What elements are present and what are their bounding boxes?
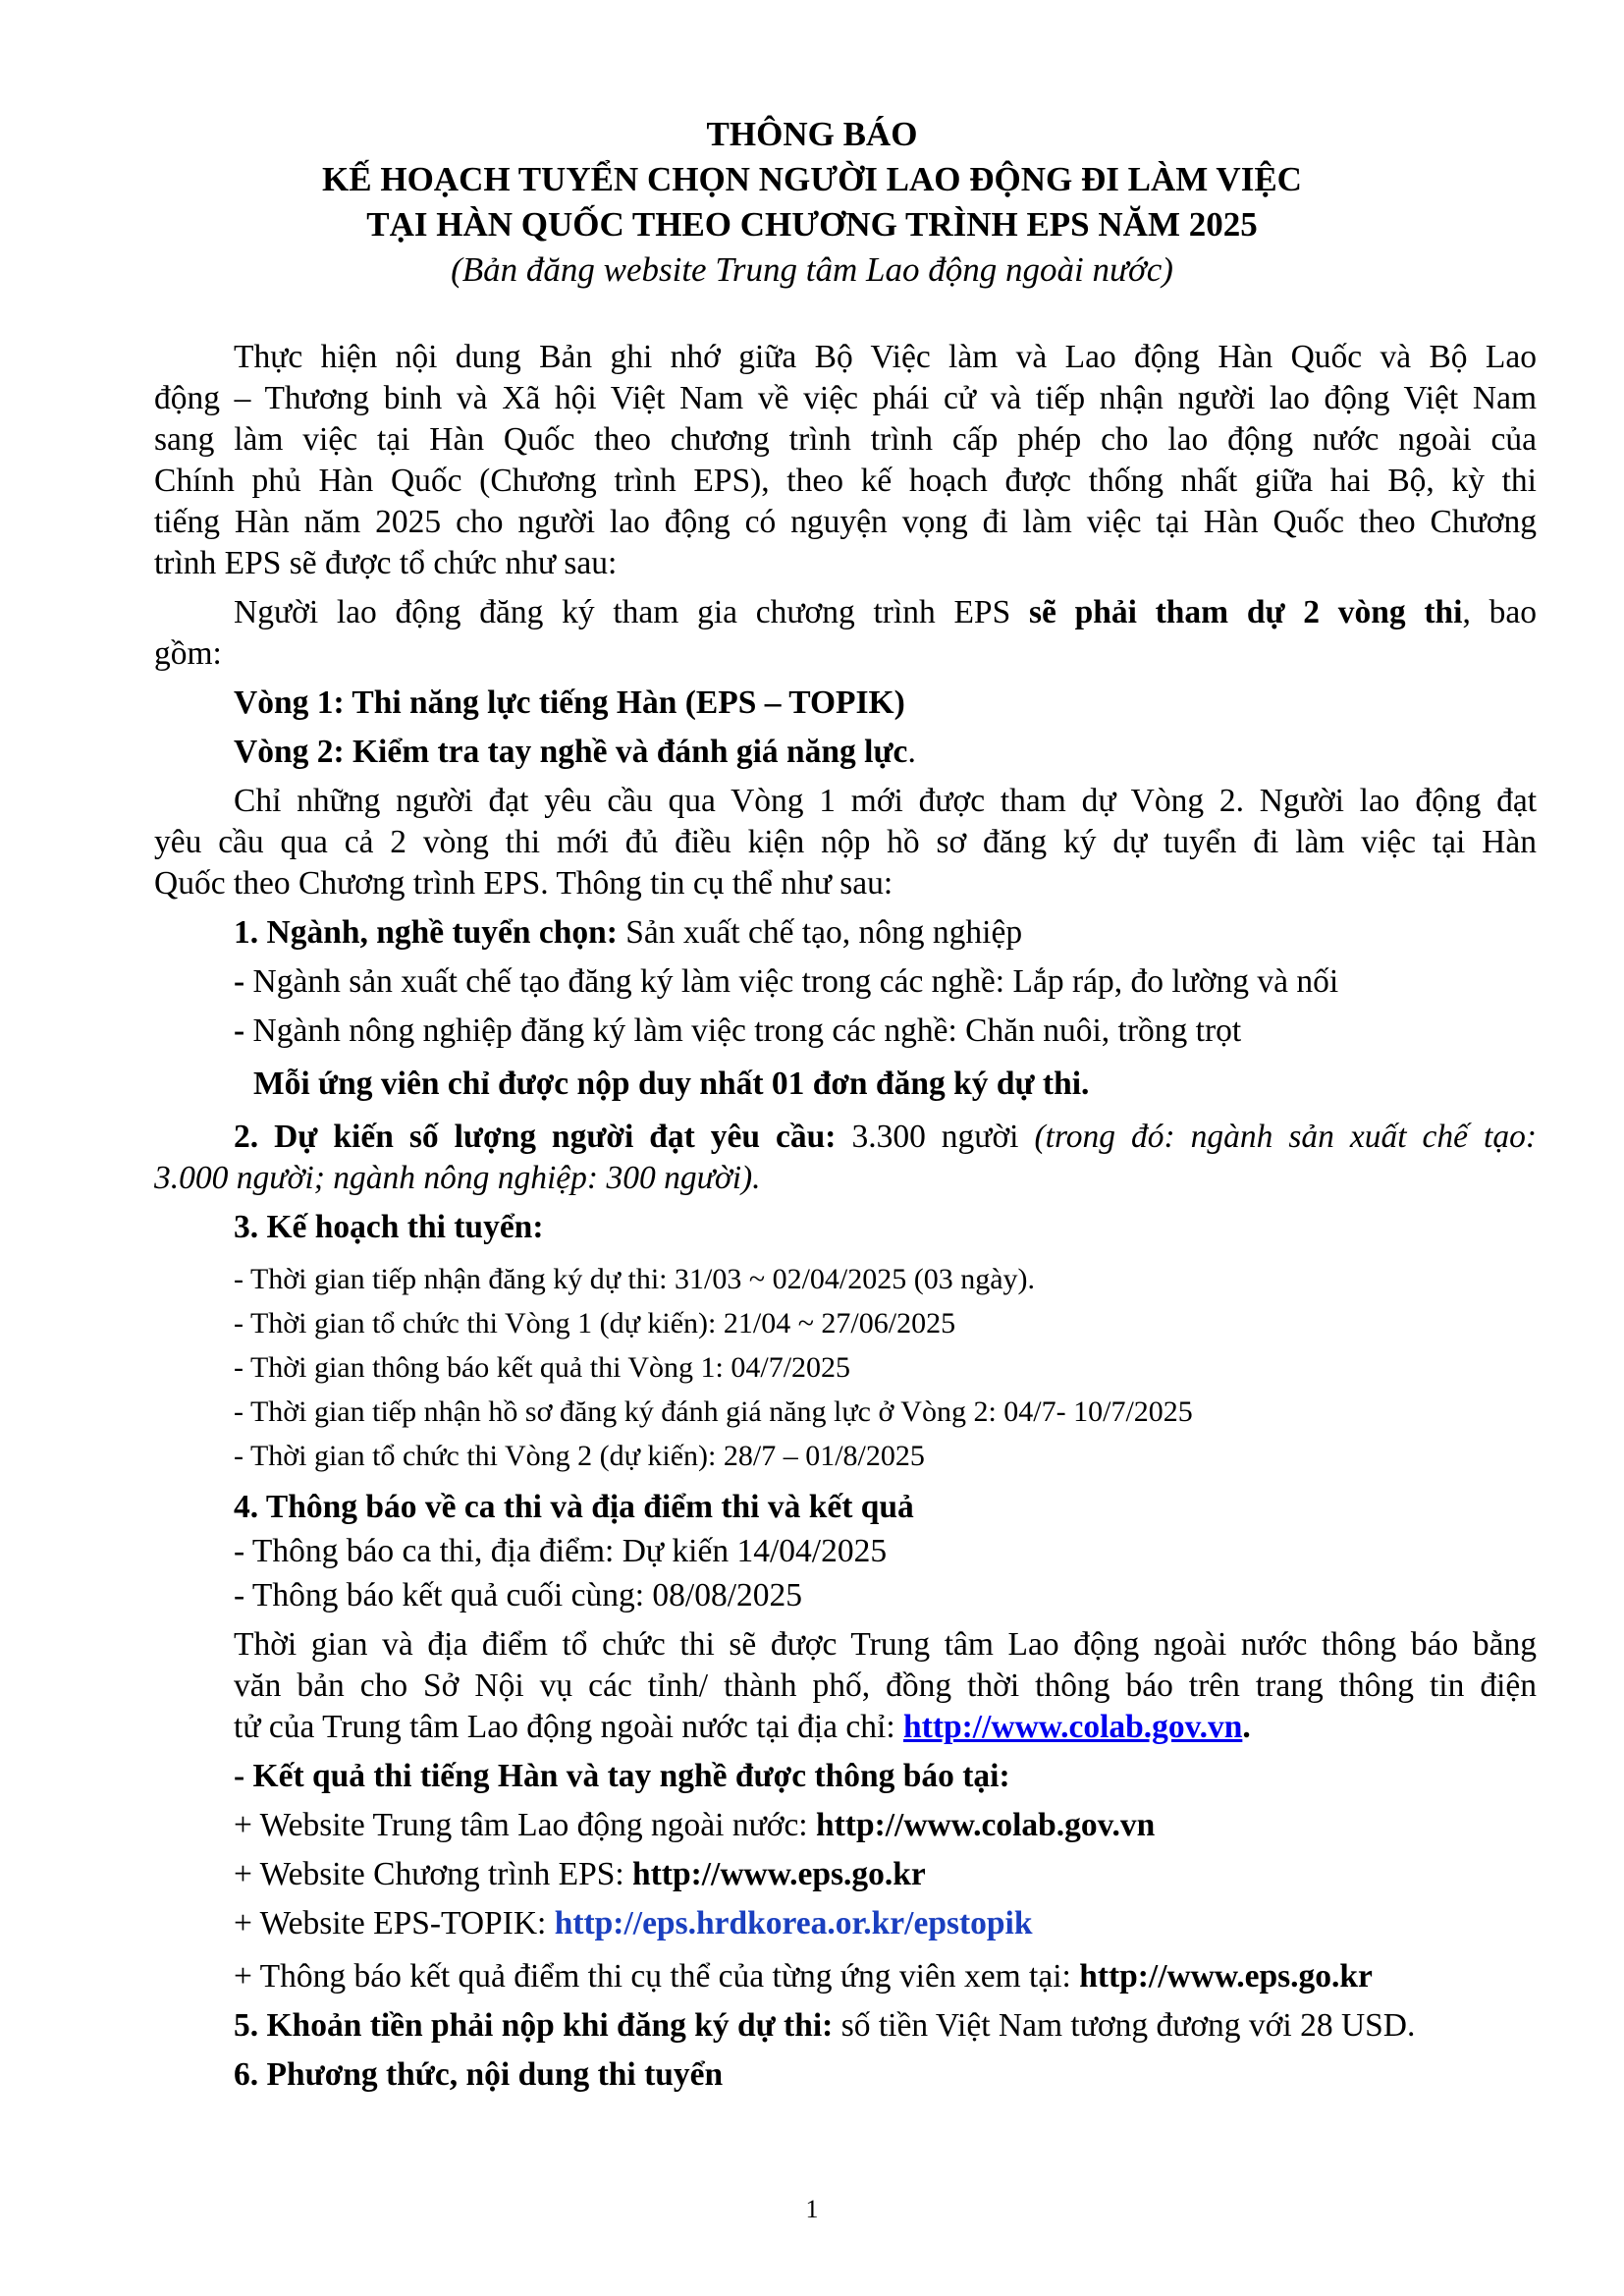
- schedule-item: - Thời gian tổ chức thi Vòng 2 (dự kiến): 28/7 – 01/8/2025: [234, 1440, 925, 1472]
- intro-line: sang làm việc tại Hàn Quốc theo chương trình trình cấp phép cho lao động nước ngoài của: [154, 421, 1537, 458]
- intro-line: Chính phủ Hàn Quốc (Chương trình EPS), theo kế hoạch được thống nhất giữa hai Bộ, kỳ thi: [154, 463, 1537, 499]
- website-url[interactable]: http://eps.hrdkorea.or.kr/epstopik: [554, 1905, 1033, 1941]
- section-4-paragraph-line: văn bản cho Sở Nội vụ các tỉnh/ thành phố, đồng thời thông báo trên trang thông tin điện: [234, 1667, 1537, 1704]
- rounds-paragraph: [234, 591, 1537, 634]
- section-4-paragraph-line: Thời gian và địa điểm tổ chức thi sẽ được Trung tâm Lao động ngoài nước thông báo bằng: [234, 1626, 1537, 1663]
- rounds-note-line: Quốc theo Chương trình EPS. Thông tin cụ thể như sau:: [154, 865, 893, 902]
- section-1: [234, 911, 1022, 955]
- section-4-heading: 4. Thông báo về ca thi và địa điểm thi và kết quả: [234, 1489, 914, 1525]
- section-1-heading: 1. Ngành, nghề tuyển chọn:: [234, 914, 618, 951]
- website-url[interactable]: http://www.eps.go.kr: [1079, 1958, 1373, 1995]
- website-label: + Website EPS-TOPIK:: [234, 1905, 555, 1941]
- schedule-item: - Thời gian thông báo kết quả thi Vòng 1: 04/7/2025: [234, 1351, 851, 1384]
- round-1: Vòng 1: Thi năng lực tiếng Hàn (EPS – TOPIK): [234, 684, 905, 721]
- round-2: Vòng 2: Kiểm tra tay nghề và đánh giá năng lực: [234, 734, 908, 770]
- section-1-item-text: Ngành nông nghiệp đăng ký làm việc trong các nghề: Chăn nuôi, trồng trọt: [244, 1012, 1242, 1049]
- section-2-heading: 2. Dự kiến số lượng người đạt yêu cầu:: [234, 1119, 837, 1155]
- section-4-paragraph-line: [234, 1706, 1251, 1749]
- website-item: [234, 1955, 1373, 1998]
- website-label: + Website Chương trình EPS:: [234, 1856, 633, 1892]
- section-1-item: [234, 1010, 1241, 1053]
- rounds-text-end: , bao: [1462, 594, 1537, 630]
- section-2-value: 3.300 người: [836, 1119, 1035, 1155]
- website-label: + Website Trung tâm Lao động ngoài nước:: [234, 1807, 816, 1843]
- schedule-item: - Thời gian tổ chức thi Vòng 1 (dự kiến): 21/04 ~ 27/06/2025: [234, 1307, 956, 1339]
- website-item: [234, 1902, 1032, 1945]
- section-1-item: [234, 960, 1338, 1004]
- colab-link[interactable]: http://www.colab.gov.vn: [903, 1709, 1243, 1745]
- rounds-note-line: yêu cầu qua cả 2 vòng thi mới đủ điều kiện nộp hồ sơ đăng ký dự tuyển đi làm việc tại Hàn: [154, 824, 1537, 860]
- dash: -: [234, 963, 245, 1000]
- section-1-note: Mỗi ứng viên chỉ được nộp duy nhất 01 đơn đăng ký dự thi.: [253, 1066, 1090, 1102]
- rounds-note-line: Chỉ những người đạt yêu cầu qua Vòng 1 mới được tham dự Vòng 2. Người lao động đạt: [234, 783, 1537, 819]
- doc-title-line-2: KẾ HOẠCH TUYỂN CHỌN NGƯỜI LAO ĐỘNG ĐI LÀM VIỆC: [322, 160, 1302, 198]
- intro-line: tiếng Hàn năm 2025 cho người lao động có nguyện vọng đi làm việc tại Hàn Quốc theo Chương: [154, 504, 1537, 540]
- section-1-item-text: Ngành sản xuất chế tạo đăng ký làm việc trong các nghề: Lắp ráp, đo lường và nối: [244, 963, 1339, 1000]
- round-2-period: .: [907, 734, 916, 770]
- intro-line: trình EPS sẽ được tổ chức như sau:: [154, 545, 618, 581]
- address-period: .: [1242, 1709, 1251, 1745]
- intro-line: Thực hiện nội dung Bản ghi nhớ giữa Bộ Việc làm và Lao động Hàn Quốc và Bộ Lao: [234, 339, 1537, 375]
- doc-title: THÔNG BÁO: [706, 115, 918, 153]
- website-label: + Thông báo kết quả điểm thi cụ thể của từng ứng viên xem tại:: [234, 1958, 1080, 1995]
- section-5-heading: 5. Khoản tiền phải nộp khi đăng ký dự thi:: [234, 2007, 834, 2044]
- website-url[interactable]: http://www.eps.go.kr: [632, 1856, 926, 1892]
- section-4-item: - Thông báo ca thi, địa điểm: Dự kiến 14/04/2025: [234, 1533, 888, 1569]
- website-url[interactable]: http://www.colab.gov.vn: [816, 1807, 1156, 1843]
- website-item: [234, 1804, 1155, 1847]
- schedule-item: - Thời gian tiếp nhận đăng ký dự thi: 31/03 ~ 02/04/2025 (03 ngày).: [234, 1263, 1036, 1295]
- section-4-item: - Thông báo kết quả cuối cùng: 08/08/2025: [234, 1577, 803, 1613]
- rounds-emphasis: sẽ phải tham dự 2 vòng thi: [1028, 594, 1463, 630]
- results-heading: - Kết quả thi tiếng Hàn và tay nghề được thông báo tại:: [234, 1758, 1010, 1794]
- rounds-text: Người lao động đăng ký tham gia chương trình EPS: [234, 594, 1029, 630]
- section-2: [234, 1116, 1537, 1159]
- section-6-heading: 6. Phương thức, nội dung thi tuyển: [234, 2056, 724, 2093]
- rounds-line: gồm:: [154, 635, 222, 672]
- doc-title-line-3: TẠI HÀN QUỐC THEO CHƯƠNG TRÌNH EPS NĂM 2025: [366, 205, 1258, 244]
- dash: -: [234, 1012, 245, 1049]
- intro-line: động – Thương binh và Xã hội Việt Nam về việc phái cử và tiếp nhận người lao động Việt Nam: [154, 380, 1537, 416]
- section-5: [234, 2004, 1415, 2048]
- section-2-detail: (trong đó: ngành sản xuất chế tạo:: [1034, 1119, 1538, 1155]
- website-item: [234, 1853, 926, 1896]
- schedule-item: - Thời gian tiếp nhận hồ sơ đăng ký đánh giá năng lực ở Vòng 2: 04/7- 10/7/2025: [234, 1395, 1193, 1428]
- section-5-value: số tiền Việt Nam tương đương với 28 USD.: [833, 2007, 1416, 2044]
- page-number: 1: [805, 2195, 819, 2223]
- address-text: tử của Trung tâm Lao động ngoài nước tại địa chỉ:: [234, 1709, 904, 1745]
- section-3-heading: 3. Kế hoạch thi tuyển:: [234, 1209, 544, 1245]
- section-2-detail-line: 3.000 người; ngành nông nghiệp: 300 người).: [154, 1160, 761, 1196]
- doc-subtitle: (Bản đăng website Trung tâm Lao động ngoài nước): [451, 250, 1173, 289]
- section-1-value: Sản xuất chế tạo, nông nghiệp: [617, 914, 1023, 951]
- round-2-line: [234, 731, 916, 774]
